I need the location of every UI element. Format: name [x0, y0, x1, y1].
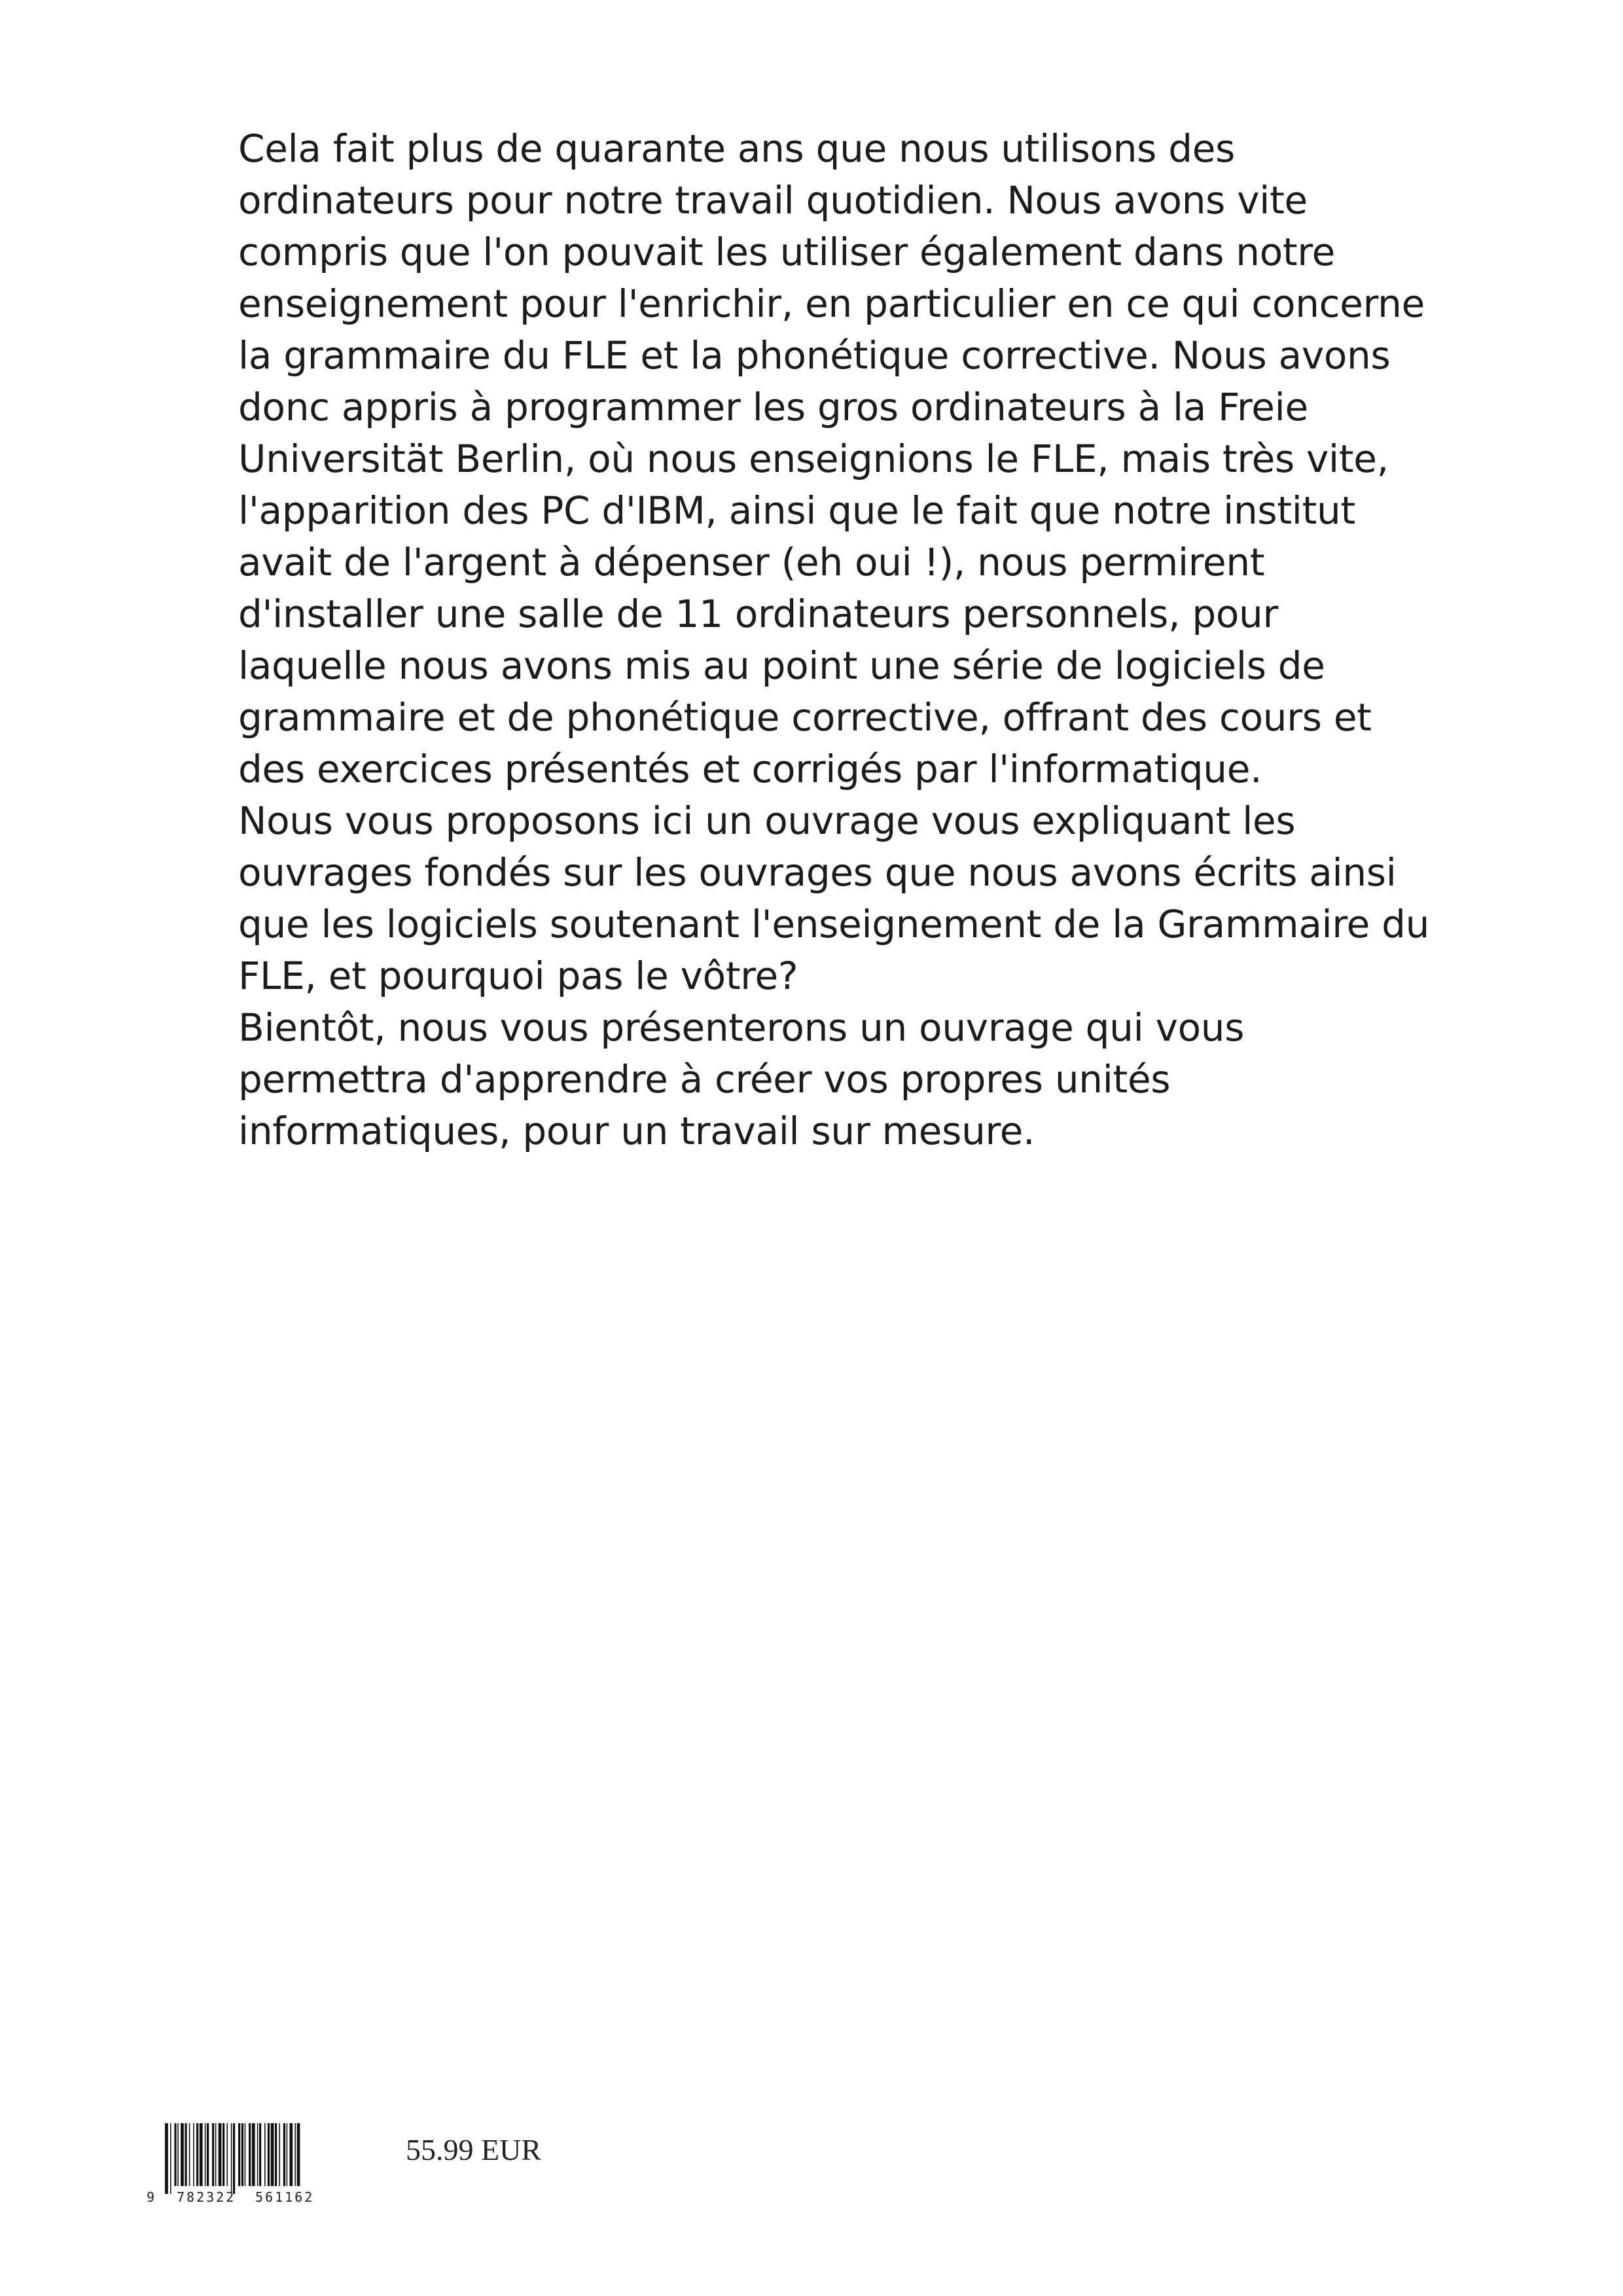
barcode-bar: [283, 2123, 285, 2186]
barcode-digits-left: 782322: [177, 2189, 236, 2205]
barcode-bar: [233, 2123, 235, 2194]
barcode-bar: [279, 2123, 280, 2186]
blurb-line: ouvrages fondés sur les ouvrages que nous avons écrits ainsi: [238, 850, 1397, 895]
barcode-bar: [294, 2123, 296, 2186]
barcode-bar: [289, 2123, 293, 2186]
barcode-bars: [165, 2123, 300, 2194]
blurb-line: informatiques, pour un travail sur mesure.: [238, 1109, 1035, 1153]
blurb-line: compris que l'on pouvait les utiliser également dans notre: [238, 230, 1336, 274]
blurb-line: Universität Berlin, où nous enseignions le FLE, mais très vite,: [238, 437, 1389, 481]
barcode-bar: [207, 2123, 209, 2186]
barcode-bar: [241, 2123, 243, 2186]
blurb-line: avait de l'argent à dépenser (eh oui !), nous permirent: [238, 540, 1265, 584]
back-cover-blurb: [238, 123, 1430, 1157]
barcode-bar: [287, 2123, 288, 2186]
barcode-bar: [297, 2123, 300, 2186]
barcode-bar: [212, 2123, 214, 2186]
barcode-bar: [245, 2123, 246, 2186]
barcode-bar: [170, 2123, 171, 2194]
barcode-digits-right: 561162: [255, 2189, 315, 2205]
blurb-line: enseignement pour l'enrichir, en particulier en ce qui concerne: [238, 281, 1425, 326]
barcode-bar: [252, 2123, 255, 2186]
blurb-line: grammaire et de phonétique corrective, offrant des cours et: [238, 695, 1372, 740]
barcode-bar: [223, 2123, 224, 2186]
blurb-line: la grammaire du FLE et la phonétique corrective. Nous avons: [238, 333, 1391, 378]
barcode-graphic: [145, 2121, 368, 2206]
barcode-bar: [264, 2123, 266, 2186]
blurb-line: Cela fait plus de quarante ans que nous utilisons des: [238, 126, 1236, 171]
barcode-bar: [196, 2123, 198, 2186]
blurb-line: FLE, et pourquoi pas le vôtre?: [238, 954, 798, 998]
blurb-line: donc appris à programmer les gros ordinateurs à la Freie: [238, 385, 1308, 429]
barcode-bar: [177, 2123, 179, 2186]
barcode-bar: [231, 2123, 232, 2194]
barcode-bar: [226, 2123, 228, 2186]
blurb-line: Bientôt, nous vous présenterons un ouvrage qui vous: [238, 1005, 1245, 1050]
blurb-line: l'apparition des PC d'IBM, ainsi que le fait que notre institut: [238, 488, 1355, 533]
barcode-bar: [181, 2123, 184, 2186]
barcode-digit-lead: 9: [147, 2189, 155, 2205]
price-label: 55.99 EUR: [406, 2133, 541, 2166]
barcode-bar: [238, 2123, 240, 2186]
blurb-line: laquelle nous avons mis au point une série de logiciels de: [238, 643, 1325, 688]
barcode-bar: [257, 2123, 259, 2186]
barcode-bar: [275, 2123, 277, 2186]
barcode-bar: [174, 2123, 176, 2186]
barcode-bar: [259, 2123, 261, 2186]
blurb-line: d'installer une salle de 11 ordinateurs personnels, pour: [238, 592, 1279, 636]
barcode-bar: [165, 2123, 168, 2194]
barcode-bar: [219, 2123, 222, 2186]
barcode-bar: [249, 2123, 251, 2186]
blurb-line: des exercices présentés et corrigés par l'informatique.: [238, 747, 1262, 791]
barcode-bar: [268, 2123, 270, 2186]
barcode-bar: [215, 2123, 217, 2186]
barcode-bar: [271, 2123, 274, 2186]
blurb-line: Nous vous proposons ici un ouvrage vous expliquant les: [238, 798, 1296, 843]
barcode-bar: [189, 2123, 190, 2186]
blurb-line: que les logiciels soutenant l'enseignement de la Grammaire du: [238, 902, 1430, 946]
barcode-bar: [185, 2123, 187, 2186]
isbn-barcode: [145, 2121, 368, 2206]
barcode-bar: [205, 2123, 206, 2186]
barcode-bar: [200, 2123, 203, 2186]
blurb-line: ordinateurs pour notre travail quotidien. Nous avons vite: [238, 178, 1308, 223]
blurb-line: permettra d'apprendre à créer vos propres unités: [238, 1057, 1171, 1102]
barcode-bar: [193, 2123, 194, 2186]
